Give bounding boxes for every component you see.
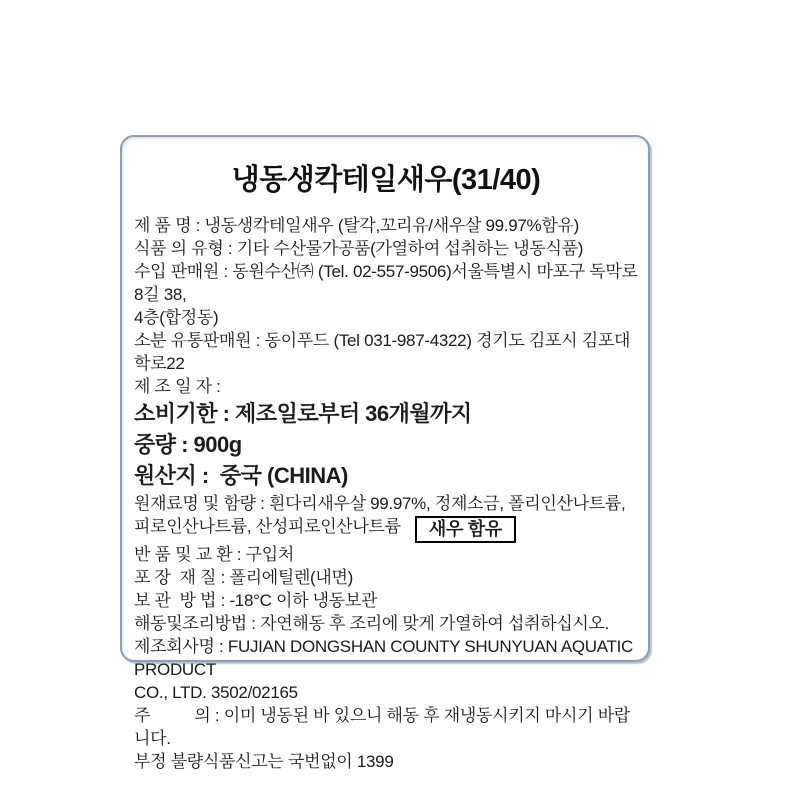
product-info-label [120, 135, 650, 771]
importer-line-2: 4층(합정동) [134, 308, 219, 327]
thaw-cook-line: 해동및조리방법 : 자연해동 후 조리에 맞게 가열하여 섭취하십시오. [134, 614, 610, 633]
ingredients-line-2 [134, 515, 638, 543]
packaging-line: 포 장 재 질 : 폴리에틸렌(내면) [134, 568, 354, 587]
weight-line: 중량 : 900g [134, 432, 242, 457]
ingredients-line-1: 원재료명 및 함량 : 흰다리새우살 99.97%, 정제소금, 폴리인산나트륨, [134, 494, 626, 513]
returns-line: 반 품 및 교 환 : 구입처 [134, 545, 294, 564]
report-hotline-line: 부정 불량식품신고는 국번없이 1399 [134, 752, 394, 771]
ingredients-line-2-text: 피로인산나트륨, 산성피로인산나트륨 [134, 517, 401, 536]
origin-line: 원산지 : 중국 (CHINA) [134, 463, 348, 488]
manufacturer-line-1: 제조회사명 : FUJIAN DONGSHAN COUNTY SHUNYUAN AQUATIC PRODUCT [134, 637, 638, 679]
storage-line: 보 관 방 법 : -18°C 이하 냉동보관 [134, 591, 378, 610]
allergen-badge: 새우 함유 [415, 516, 516, 543]
food-type-line: 식품 의 유형 : 기타 수산물가공품(가열하여 섭취하는 냉동식품) [134, 239, 584, 258]
expiry-line: 소비기한 : 제조일로부터 36개월까지 [134, 401, 472, 426]
product-title: 냉동생칵테일새우(31/40) [231, 164, 541, 196]
caution-line: 주 의 : 이미 냉동된 바 있으니 해동 후 재냉동시키지 마시기 바랍니다. [134, 706, 630, 748]
importer-line-1: 수입 판매원 : 동원수산㈜ (Tel. 02-557-9506)서울특별시 마포구 독막로8길 38, [134, 262, 638, 304]
product-name-line: 제 품 명 : 냉동생칵테일새우 (탈각,꼬리유/새우살 99.97%함유) [134, 216, 579, 235]
distributor-line: 소분 유통판매원 : 동이푸드 (Tel 031-987-4322) 경기도 김포시 김포대학로22 [134, 331, 631, 373]
manufacturer-line-2: CO., LTD. 3502/02165 [134, 683, 298, 702]
manufacture-date-line: 제 조 일 자 : [134, 377, 221, 396]
